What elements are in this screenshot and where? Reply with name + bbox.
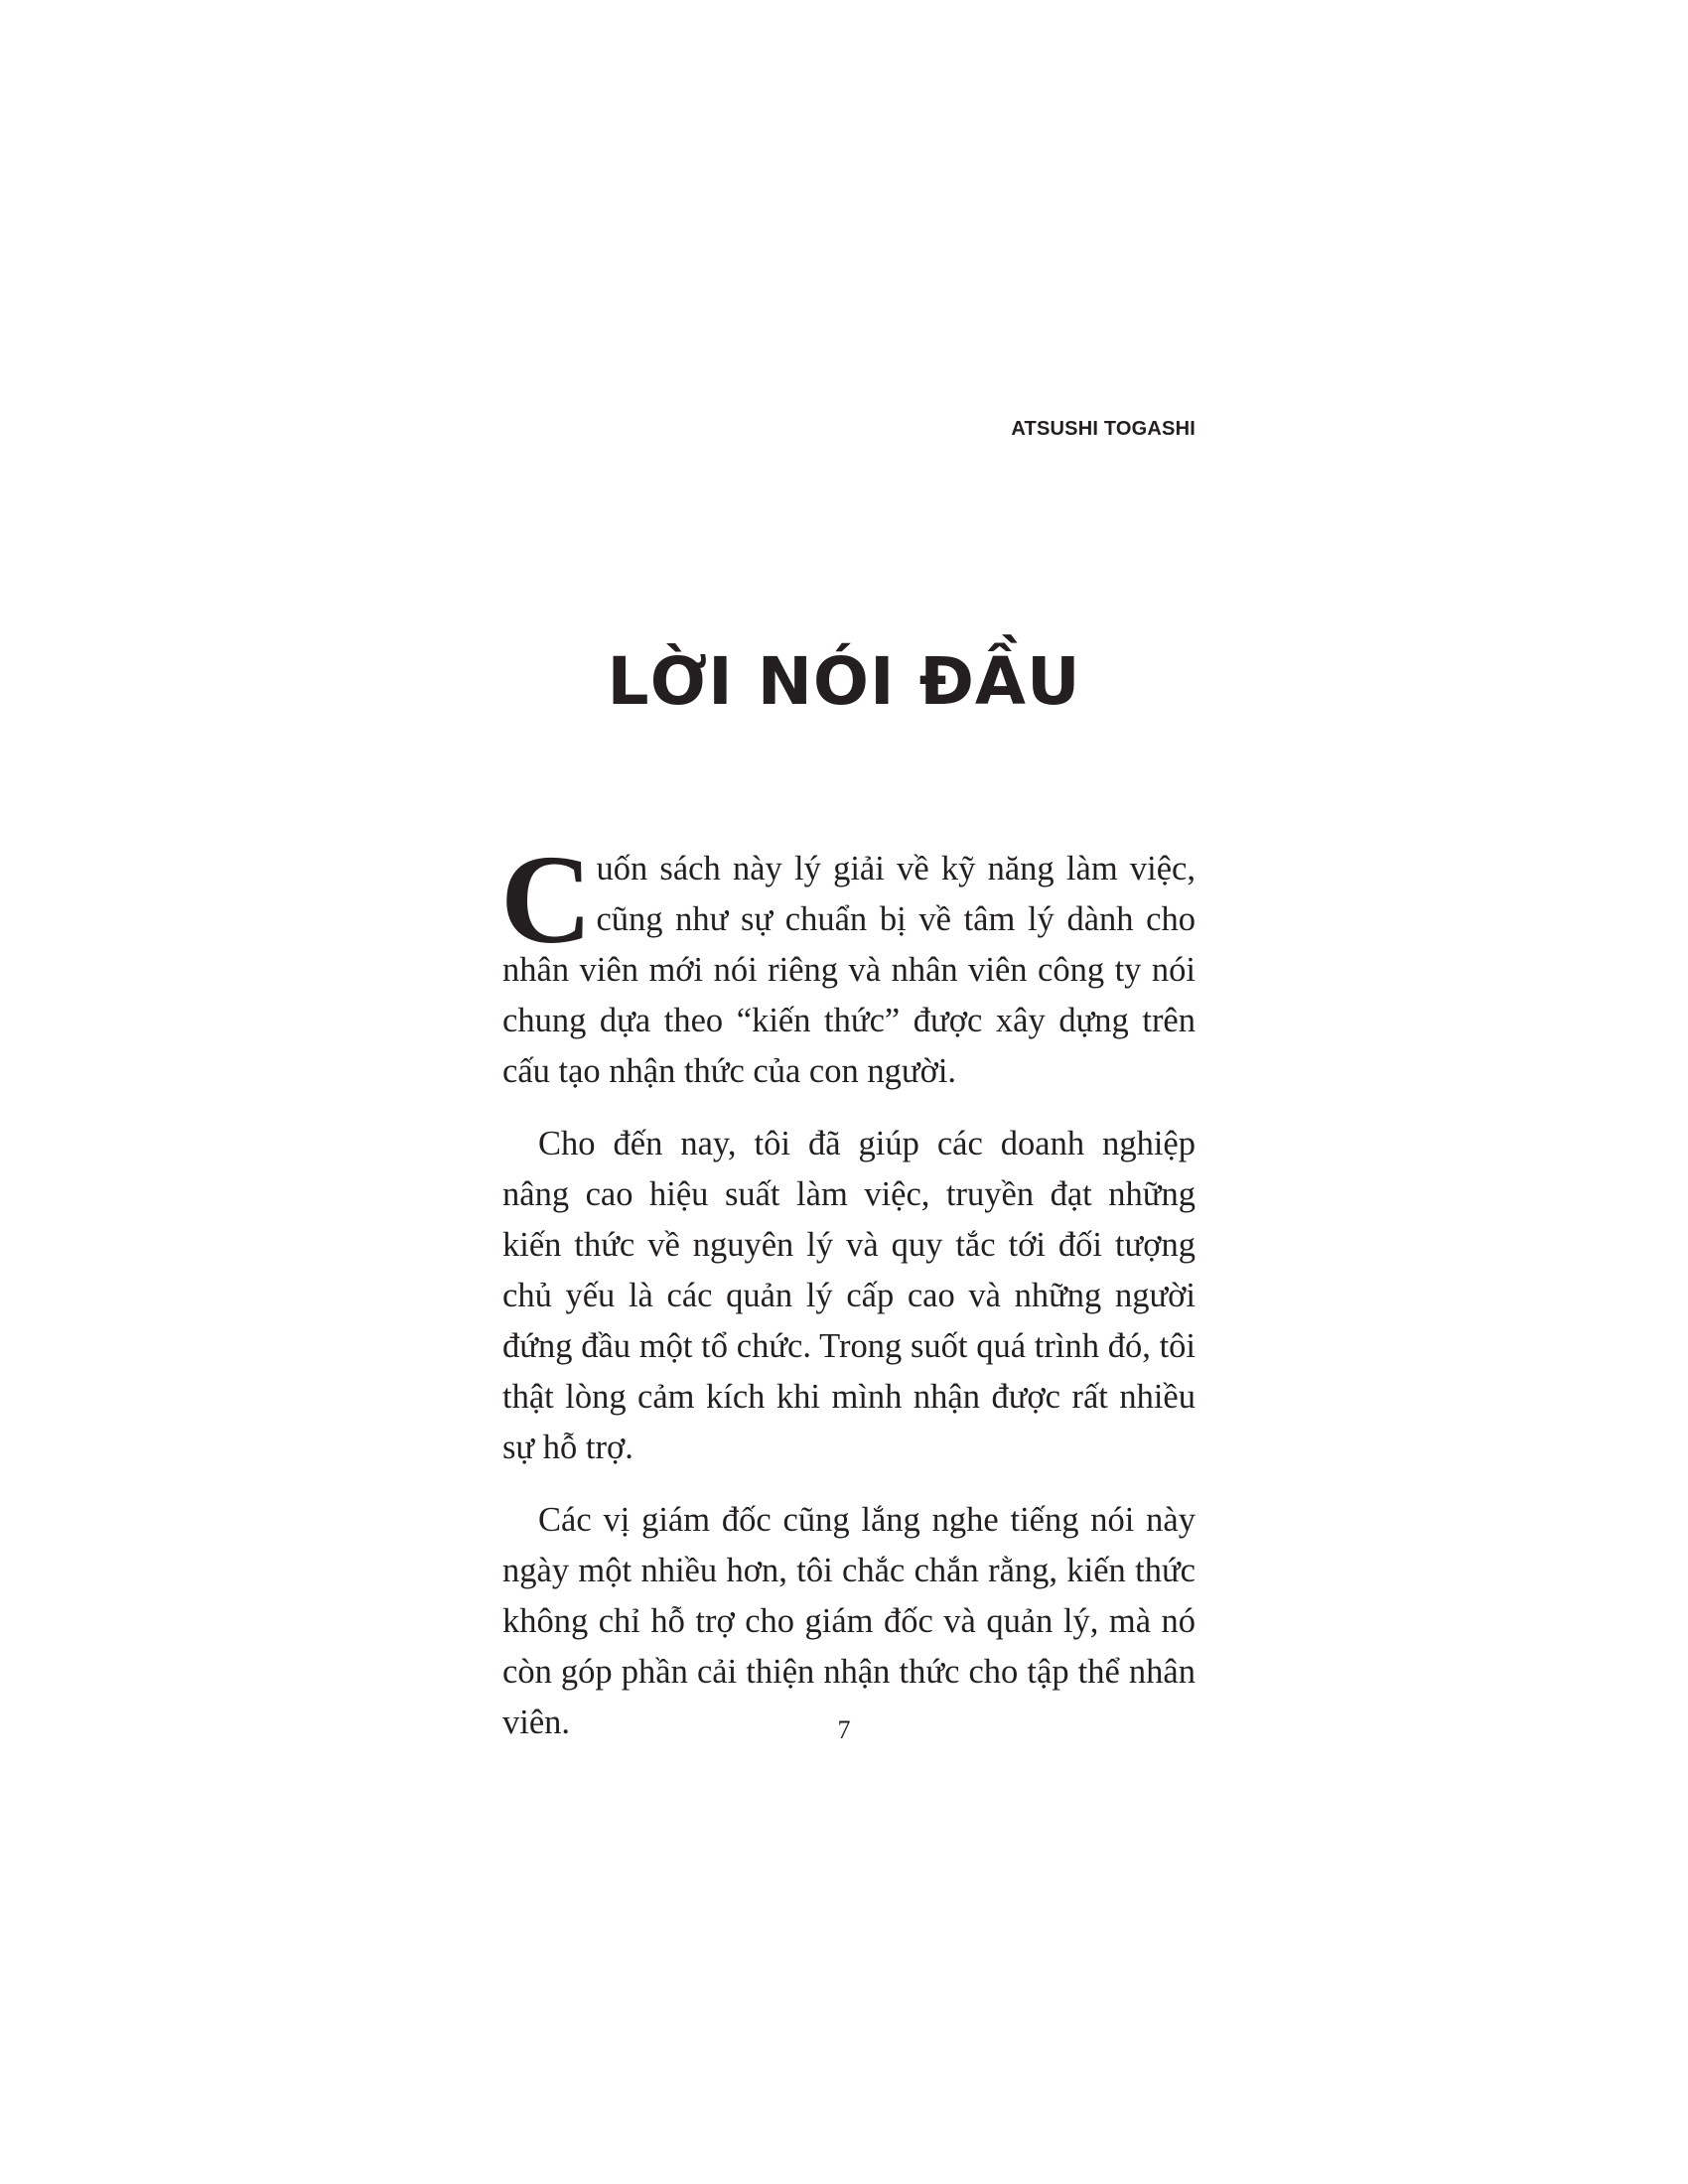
body-text — [500, 829, 1196, 1770]
paragraph-3: Các vị giám đốc cũng lắng nghe tiếng nói này ngày một nhiều hơn, tôi chắc chắn rằng, kiến thức không chỉ hỗ trợ cho giám đốc và quản lý, mà nó còn góp phần cải thiện nhận thức cho tập thể nhân viên. — [502, 1501, 1196, 1741]
chapter-title: LỜI NÓI ĐẦU — [607, 643, 1081, 720]
drop-cap: C — [500, 829, 593, 970]
paragraph-1 — [500, 829, 1196, 1097]
paragraph-1-text: uốn sách này lý giải về kỹ năng làm việc, cũng như sự chuẩn bị về tâm lý dành cho nhân viên mới nói riêng và nhân viên công ty nói chung dựa theo “kiến thức” được xây dựng trên cấu tạo nhận thức của con người. — [502, 850, 1196, 1090]
page-number: 7 — [837, 1715, 851, 1744]
running-header-author: ATSUSHI TOGASHI — [1011, 418, 1196, 440]
paragraph-2: Cho đến nay, tôi đã giúp các doanh nghiệp nâng cao hiệu suất làm việc, truyền đạt những kiến thức về nguyên lý và quy tắc tới đối tượng chủ yếu là các quản lý cấp cao và những người đứng đầu một tổ chức. Trong suốt quá trình đó, tôi thật lòng cảm kích khi mình nhận được rất nhiều sự hỗ trợ. — [502, 1125, 1196, 1466]
